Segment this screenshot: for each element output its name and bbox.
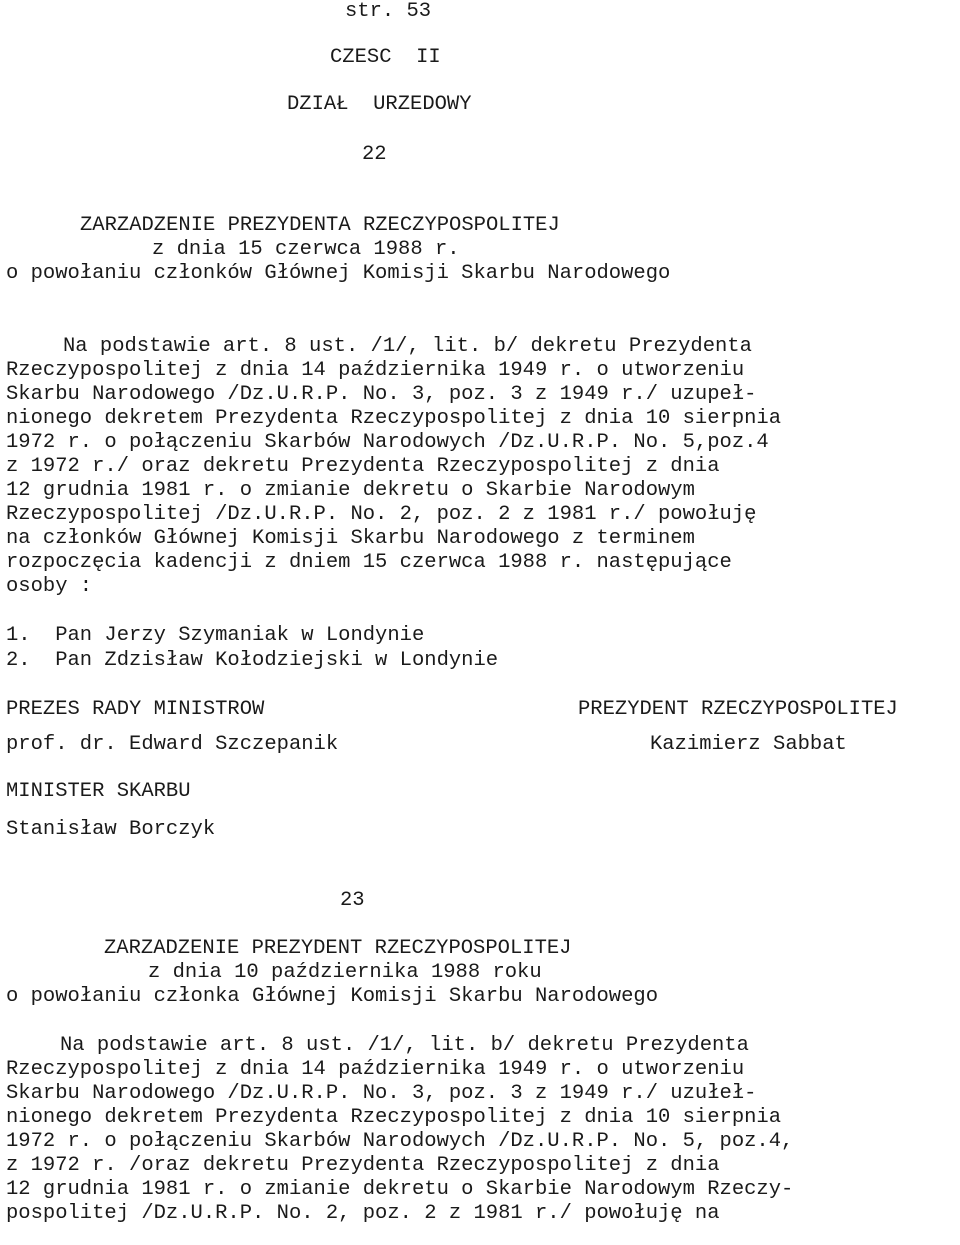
treasury-minister-title: MINISTER SKARBU — [6, 780, 191, 803]
body-line: pospolitej /Dz.U.R.P. No. 2, poz. 2 z 1981 r./ powołuję na — [6, 1202, 720, 1225]
president-title: PREZYDENT RZECZYPOSPOLITEJ — [578, 698, 898, 721]
body-line: rozpoczęcia kadencji z dniem 15 czerwca 1988 r. następujące — [6, 551, 732, 574]
pm-title: PREZES RADY MINISTROW — [6, 698, 265, 721]
body-line: Skarbu Narodowego /Dz.U.R.P. No. 3, poz. 3 z 1949 r./ uzupeł- — [6, 383, 757, 406]
treasury-minister-name: Stanisław Borczyk — [6, 818, 216, 841]
president-name: Kazimierz Sabbat — [650, 733, 847, 756]
item-number: 23 — [340, 889, 365, 912]
body-line: 1972 r. o połączeniu Skarbów Narodowych /Dz.U.R.P. No. 5, poz.4, — [6, 1130, 794, 1153]
decree-date: z dnia 10 października 1988 roku — [148, 961, 542, 984]
body-line: Na podstawie art. 8 ust. /1/, lit. b/ dekretu Prezydenta — [63, 335, 752, 358]
decree-title: ZARZADZENIE PREZYDENT RZECZYPOSPOLITEJ — [104, 937, 572, 960]
body-line: 1972 r. o połączeniu Skarbów Narodowych /Dz.U.R.P. No. 5,poz.4 — [6, 431, 769, 454]
decree-subject: o powołaniu członka Głównej Komisji Skarbu Narodowego — [6, 985, 659, 1008]
section-title: DZIAŁ URZEDOWY — [287, 93, 472, 116]
page-header: str. 53 — [345, 0, 432, 23]
body-line: Skarbu Narodowego /Dz.U.R.P. No. 3, poz. 3 z 1949 r./ uzułeł- — [6, 1082, 757, 1105]
body-line: z 1972 r. /oraz dekretu Prezydenta Rzeczypospolitej z dnia — [6, 1154, 720, 1177]
decree-subject: o powołaniu członków Głównej Komisji Skarbu Narodowego — [6, 262, 671, 285]
body-line: nionego dekretem Prezydenta Rzeczypospolitej z dnia 10 sierpnia — [6, 1106, 782, 1129]
body-line: 12 grudnia 1981 r. o zmianie dekretu o Skarbie Narodowym Rzeczy- — [6, 1178, 794, 1201]
body-line: Na podstawie art. 8 ust. /1/, lit. b/ dekretu Prezydenta — [60, 1034, 749, 1057]
pm-name: prof. dr. Edward Szczepanik — [6, 733, 339, 756]
list-item: 2. Pan Zdzisław Kołodziejski w Londynie — [6, 649, 499, 672]
item-number: 22 — [362, 143, 387, 166]
body-line: Rzeczypospolitej z dnia 14 października 1949 r. o utworzeniu — [6, 1058, 745, 1081]
body-line: nionego dekretem Prezydenta Rzeczypospolitej z dnia 10 sierpnia — [6, 407, 782, 430]
decree-date: z dnia 15 czerwca 1988 r. — [152, 238, 460, 261]
body-line: na członków Głównej Komisji Skarbu Narodowego z terminem — [6, 527, 695, 550]
body-line: Rzeczypospolitej /Dz.U.R.P. No. 2, poz. 2 z 1981 r./ powołuję — [6, 503, 757, 526]
body-line: z 1972 r./ oraz dekretu Prezydenta Rzeczypospolitej z dnia — [6, 455, 720, 478]
body-line: osoby : — [6, 575, 93, 598]
list-item: 1. Pan Jerzy Szymaniak w Londynie — [6, 624, 425, 647]
part-title: CZESC II — [330, 46, 441, 69]
body-line: Rzeczypospolitej z dnia 14 października 1949 r. o utworzeniu — [6, 359, 745, 382]
decree-title: ZARZADZENIE PREZYDENTA RZECZYPOSPOLITEJ — [80, 214, 560, 237]
body-line: 12 grudnia 1981 r. o zmianie dekretu o Skarbie Narodowym — [6, 479, 695, 502]
